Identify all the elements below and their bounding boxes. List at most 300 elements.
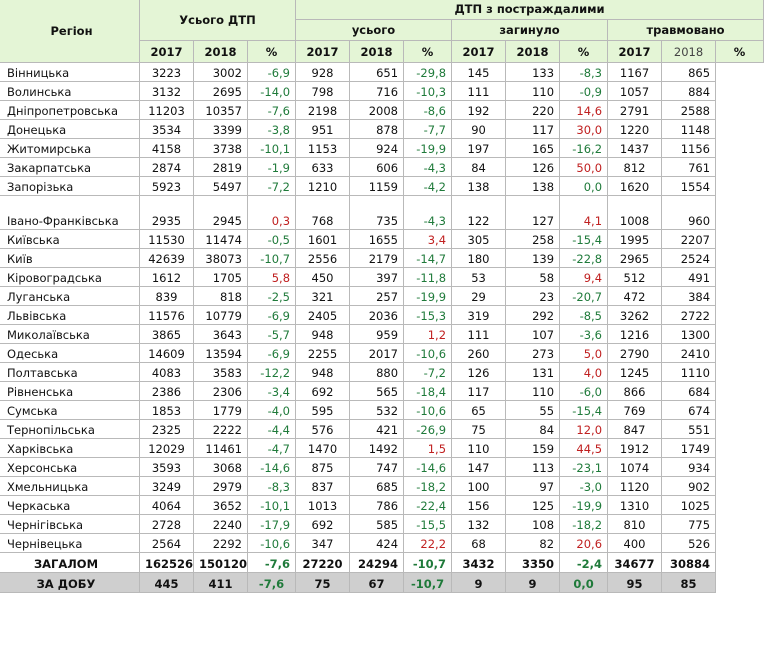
value-cell: 551 (662, 420, 716, 439)
value-cell: 273 (506, 344, 560, 363)
value-cell: 1156 (662, 139, 716, 158)
value-cell: 798 (296, 82, 350, 101)
table-row (0, 363, 764, 382)
table-row (0, 534, 764, 553)
percent-change-cell: -3,6 (560, 325, 608, 344)
value-cell: 951 (296, 120, 350, 139)
value-cell: 3432 (452, 553, 506, 573)
region-name: Рівненська (0, 382, 140, 401)
percent-change-cell: -7,6 (248, 573, 296, 593)
value-cell: 651 (350, 63, 404, 82)
subheader-total: усього (296, 20, 452, 41)
value-cell: 2935 (140, 196, 194, 230)
value-cell: 674 (662, 401, 716, 420)
value-cell: 65 (452, 401, 506, 420)
table-row (0, 177, 764, 196)
percent-change-cell: -10,7 (404, 573, 452, 593)
percent-change-cell: -14,0 (248, 82, 296, 101)
percent-header: % (560, 41, 608, 63)
percent-change-cell: -7,7 (404, 120, 452, 139)
value-cell: 2036 (350, 306, 404, 325)
value-cell: 1013 (296, 496, 350, 515)
table-row (0, 120, 764, 139)
value-cell: 180 (452, 249, 506, 268)
percent-change-cell: -0,9 (560, 82, 608, 101)
value-cell: 27220 (296, 553, 350, 573)
table-row (0, 382, 764, 401)
value-cell: 633 (296, 158, 350, 177)
value-cell: 2386 (140, 382, 194, 401)
value-cell: 347 (296, 534, 350, 553)
percent-change-cell: -14,7 (404, 249, 452, 268)
percent-change-cell: 44,5 (560, 439, 608, 458)
value-cell: 1210 (296, 177, 350, 196)
region-name: ЗАГАЛОМ (0, 553, 140, 573)
value-cell: 23 (506, 287, 560, 306)
region-name: Київ (0, 249, 140, 268)
percent-change-cell: -20,7 (560, 287, 608, 306)
table-row (0, 344, 764, 363)
value-cell: 10779 (194, 306, 248, 325)
value-cell: 108 (506, 515, 560, 534)
value-cell: 884 (662, 82, 716, 101)
percent-change-cell: -15,3 (404, 306, 452, 325)
value-cell: 2874 (140, 158, 194, 177)
value-cell: 3865 (140, 325, 194, 344)
value-cell: 3350 (506, 553, 560, 573)
value-cell: 775 (662, 515, 716, 534)
table-row (0, 439, 764, 458)
value-cell: 2722 (662, 306, 716, 325)
percent-change-cell: -2,5 (248, 287, 296, 306)
table-row (0, 158, 764, 177)
value-cell: 305 (452, 230, 506, 249)
value-cell: 58 (506, 268, 560, 287)
value-cell: 1310 (608, 496, 662, 515)
region-name: Чернівецька (0, 534, 140, 553)
value-cell: 948 (296, 325, 350, 344)
percent-change-cell: -10,7 (248, 249, 296, 268)
value-cell: 512 (608, 268, 662, 287)
value-cell: 2410 (662, 344, 716, 363)
region-name: Кіровоградська (0, 268, 140, 287)
percent-change-cell: -12,2 (248, 363, 296, 382)
value-cell: 2306 (194, 382, 248, 401)
percent-change-cell: 1,5 (404, 439, 452, 458)
value-cell: 1437 (608, 139, 662, 158)
value-cell: 934 (662, 458, 716, 477)
percent-change-cell: -10,7 (404, 553, 452, 573)
value-cell: 53 (452, 268, 506, 287)
percent-change-cell: -3,4 (248, 382, 296, 401)
percent-change-cell: 20,6 (560, 534, 608, 553)
value-cell: 450 (296, 268, 350, 287)
value-cell: 9 (452, 573, 506, 593)
percent-change-cell: -23,1 (560, 458, 608, 477)
percent-change-cell: -8,6 (404, 101, 452, 120)
percent-change-cell: 5,8 (248, 268, 296, 287)
value-cell: 1995 (608, 230, 662, 249)
value-cell: 192 (452, 101, 506, 120)
total-row (0, 553, 764, 573)
value-cell: 472 (608, 287, 662, 306)
region-name: Херсонська (0, 458, 140, 477)
value-cell: 162526 (140, 553, 194, 573)
value-cell: 75 (296, 573, 350, 593)
percent-change-cell: -10,3 (404, 82, 452, 101)
percent-change-cell: -6,9 (248, 344, 296, 363)
value-cell: 878 (350, 120, 404, 139)
region-name: Харківська (0, 439, 140, 458)
percent-header: % (404, 41, 452, 63)
year-header: 2017 (296, 41, 350, 63)
year-header: 2018 (506, 41, 560, 63)
value-cell: 3399 (194, 120, 248, 139)
value-cell: 1159 (350, 177, 404, 196)
value-cell: 133 (506, 63, 560, 82)
value-cell: 2179 (350, 249, 404, 268)
value-cell: 5497 (194, 177, 248, 196)
value-cell: 865 (662, 63, 716, 82)
percent-change-cell: 0,0 (560, 573, 608, 593)
table-row (0, 458, 764, 477)
value-cell: 3068 (194, 458, 248, 477)
value-cell: 2965 (608, 249, 662, 268)
value-cell: 2556 (296, 249, 350, 268)
percent-change-cell: -6,9 (248, 306, 296, 325)
value-cell: 55 (506, 401, 560, 420)
percent-change-cell: 30,0 (560, 120, 608, 139)
value-cell: 257 (350, 287, 404, 306)
year-header: 2018 (350, 41, 404, 63)
percent-change-cell: -8,5 (560, 306, 608, 325)
value-cell: 14609 (140, 344, 194, 363)
value-cell: 3002 (194, 63, 248, 82)
value-cell: 866 (608, 382, 662, 401)
region-name: Івано-Франківська (0, 196, 140, 230)
value-cell: 526 (662, 534, 716, 553)
value-cell: 576 (296, 420, 350, 439)
value-cell: 110 (506, 382, 560, 401)
value-cell: 837 (296, 477, 350, 496)
percent-change-cell: -10,1 (248, 496, 296, 515)
value-cell: 117 (506, 120, 560, 139)
percent-change-cell: -15,4 (560, 230, 608, 249)
value-cell: 85 (662, 573, 716, 593)
value-cell: 197 (452, 139, 506, 158)
value-cell: 959 (350, 325, 404, 344)
value-cell: 606 (350, 158, 404, 177)
value-cell: 2222 (194, 420, 248, 439)
table-row (0, 287, 764, 306)
value-cell: 82 (506, 534, 560, 553)
percent-change-cell: -4,4 (248, 420, 296, 439)
percent-change-cell: -15,5 (404, 515, 452, 534)
value-cell: 68 (452, 534, 506, 553)
value-cell: 113 (506, 458, 560, 477)
value-cell: 2008 (350, 101, 404, 120)
injured-accidents-header: ДТП з постраждалими (296, 0, 764, 20)
percent-change-cell: -22,8 (560, 249, 608, 268)
value-cell: 100 (452, 477, 506, 496)
total-accidents-header: Усього ДТП (140, 0, 296, 41)
value-cell: 818 (194, 287, 248, 306)
percent-change-cell: -11,8 (404, 268, 452, 287)
region-name: Донецька (0, 120, 140, 139)
percent-change-cell: 50,0 (560, 158, 608, 177)
table-row (0, 230, 764, 249)
value-cell: 1008 (608, 196, 662, 230)
table-row (0, 477, 764, 496)
region-name: Чернігівська (0, 515, 140, 534)
region-name: Житомирська (0, 139, 140, 158)
table-row (0, 515, 764, 534)
value-cell: 2819 (194, 158, 248, 177)
value-cell: 692 (296, 382, 350, 401)
region-name: Закарпатська (0, 158, 140, 177)
percent-change-cell: -14,6 (404, 458, 452, 477)
value-cell: 769 (608, 401, 662, 420)
value-cell: 24294 (350, 553, 404, 573)
value-cell: 11203 (140, 101, 194, 120)
percent-change-cell: -14,6 (248, 458, 296, 477)
value-cell: 1245 (608, 363, 662, 382)
value-cell: 127 (506, 196, 560, 230)
value-cell: 110 (452, 439, 506, 458)
percent-change-cell: -10,6 (404, 401, 452, 420)
value-cell: 924 (350, 139, 404, 158)
value-cell: 411 (194, 573, 248, 593)
value-cell: 1220 (608, 120, 662, 139)
percent-change-cell: 3,4 (404, 230, 452, 249)
value-cell: 90 (452, 120, 506, 139)
value-cell: 3534 (140, 120, 194, 139)
value-cell: 111 (452, 82, 506, 101)
table-row (0, 306, 764, 325)
value-cell: 5923 (140, 177, 194, 196)
value-cell: 126 (452, 363, 506, 382)
year-header: 2018 (194, 41, 248, 63)
percent-change-cell: -18,2 (404, 477, 452, 496)
region-name: Сумська (0, 401, 140, 420)
value-cell: 839 (140, 287, 194, 306)
value-cell: 880 (350, 363, 404, 382)
value-cell: 122 (452, 196, 506, 230)
value-cell: 107 (506, 325, 560, 344)
value-cell: 10357 (194, 101, 248, 120)
value-cell: 384 (662, 287, 716, 306)
value-cell: 424 (350, 534, 404, 553)
value-cell: 565 (350, 382, 404, 401)
value-cell: 138 (506, 177, 560, 196)
percent-change-cell: -2,4 (560, 553, 608, 573)
value-cell: 147 (452, 458, 506, 477)
value-cell: 30884 (662, 553, 716, 573)
percent-change-cell: -1,9 (248, 158, 296, 177)
value-cell: 321 (296, 287, 350, 306)
value-cell: 165 (506, 139, 560, 158)
value-cell: 1025 (662, 496, 716, 515)
value-cell: 156 (452, 496, 506, 515)
table-row (0, 496, 764, 515)
value-cell: 948 (296, 363, 350, 382)
percent-change-cell: -3,0 (560, 477, 608, 496)
table-row (0, 101, 764, 120)
value-cell: 11576 (140, 306, 194, 325)
year-header: 2018 (662, 41, 716, 63)
value-cell: 2198 (296, 101, 350, 120)
value-cell: 220 (506, 101, 560, 120)
value-cell: 11474 (194, 230, 248, 249)
value-cell: 3643 (194, 325, 248, 344)
value-cell: 4083 (140, 363, 194, 382)
value-cell: 3262 (608, 306, 662, 325)
percent-change-cell: 9,4 (560, 268, 608, 287)
value-cell: 75 (452, 420, 506, 439)
percent-change-cell: -19,9 (560, 496, 608, 515)
region-name: Луганська (0, 287, 140, 306)
value-cell: 126 (506, 158, 560, 177)
value-cell: 684 (662, 382, 716, 401)
percent-change-cell: -17,9 (248, 515, 296, 534)
subheader-injured: травмовано (608, 20, 764, 41)
percent-change-cell: -4,3 (404, 158, 452, 177)
value-cell: 445 (140, 573, 194, 593)
value-cell: 585 (350, 515, 404, 534)
value-cell: 532 (350, 401, 404, 420)
value-cell: 812 (608, 158, 662, 177)
table-row (0, 401, 764, 420)
region-name: Волинська (0, 82, 140, 101)
value-cell: 747 (350, 458, 404, 477)
table-row (0, 249, 764, 268)
percent-change-cell: 5,0 (560, 344, 608, 363)
region-name: Львівська (0, 306, 140, 325)
percent-change-cell: -15,4 (560, 401, 608, 420)
value-cell: 97 (506, 477, 560, 496)
percent-change-cell: -19,9 (404, 139, 452, 158)
value-cell: 150120 (194, 553, 248, 573)
value-cell: 319 (452, 306, 506, 325)
percent-change-cell: -8,3 (248, 477, 296, 496)
percent-change-cell: -10,6 (248, 534, 296, 553)
value-cell: 38073 (194, 249, 248, 268)
value-cell: 928 (296, 63, 350, 82)
region-name: Черкаська (0, 496, 140, 515)
value-cell: 2979 (194, 477, 248, 496)
value-cell: 138 (452, 177, 506, 196)
value-cell: 258 (506, 230, 560, 249)
percent-change-cell: 0,3 (248, 196, 296, 230)
region-name: Вінницька (0, 63, 140, 82)
table-row (0, 325, 764, 344)
percent-header: % (716, 41, 764, 63)
value-cell: 260 (452, 344, 506, 363)
year-header: 2017 (608, 41, 662, 63)
value-cell: 110 (506, 82, 560, 101)
value-cell: 2791 (608, 101, 662, 120)
value-cell: 595 (296, 401, 350, 420)
percent-change-cell: -29,8 (404, 63, 452, 82)
value-cell: 1912 (608, 439, 662, 458)
percent-change-cell: 0,0 (560, 177, 608, 196)
percent-change-cell: 12,0 (560, 420, 608, 439)
table-row (0, 82, 764, 101)
value-cell: 400 (608, 534, 662, 553)
value-cell: 117 (452, 382, 506, 401)
value-cell: 2325 (140, 420, 194, 439)
percent-change-cell: 1,2 (404, 325, 452, 344)
value-cell: 4158 (140, 139, 194, 158)
region-name: ЗА ДОБУ (0, 573, 140, 593)
value-cell: 111 (452, 325, 506, 344)
percent-change-cell: 4,1 (560, 196, 608, 230)
percent-change-cell: -26,9 (404, 420, 452, 439)
table-row (0, 420, 764, 439)
value-cell: 1120 (608, 477, 662, 496)
value-cell: 2588 (662, 101, 716, 120)
value-cell: 29 (452, 287, 506, 306)
percent-change-cell: -5,7 (248, 325, 296, 344)
table-row (0, 268, 764, 287)
region-name: Дніпропетровська (0, 101, 140, 120)
value-cell: 3223 (140, 63, 194, 82)
value-cell: 292 (506, 306, 560, 325)
region-name: Запорізька (0, 177, 140, 196)
value-cell: 1492 (350, 439, 404, 458)
value-cell: 67 (350, 573, 404, 593)
value-cell: 786 (350, 496, 404, 515)
percent-change-cell: -4,3 (404, 196, 452, 230)
percent-change-cell: -22,4 (404, 496, 452, 515)
value-cell: 1153 (296, 139, 350, 158)
value-cell: 761 (662, 158, 716, 177)
per-day-row (0, 573, 764, 593)
value-cell: 421 (350, 420, 404, 439)
value-cell: 2945 (194, 196, 248, 230)
value-cell: 159 (506, 439, 560, 458)
value-cell: 397 (350, 268, 404, 287)
percent-change-cell: -0,5 (248, 230, 296, 249)
value-cell: 4064 (140, 496, 194, 515)
value-cell: 95 (608, 573, 662, 593)
year-header: 2017 (140, 41, 194, 63)
value-cell: 84 (506, 420, 560, 439)
region-name: Хмельницька (0, 477, 140, 496)
value-cell: 491 (662, 268, 716, 287)
value-cell: 3583 (194, 363, 248, 382)
value-cell: 847 (608, 420, 662, 439)
value-cell: 2695 (194, 82, 248, 101)
value-cell: 902 (662, 477, 716, 496)
value-cell: 3652 (194, 496, 248, 515)
value-cell: 11461 (194, 439, 248, 458)
value-cell: 1216 (608, 325, 662, 344)
value-cell: 2790 (608, 344, 662, 363)
percent-change-cell: 14,6 (560, 101, 608, 120)
percent-change-cell: -7,6 (248, 101, 296, 120)
value-cell: 1057 (608, 82, 662, 101)
region-name: Полтавська (0, 363, 140, 382)
region-column-header: Регіон (0, 0, 140, 63)
value-cell: 875 (296, 458, 350, 477)
value-cell: 131 (506, 363, 560, 382)
value-cell: 1554 (662, 177, 716, 196)
percent-change-cell: -7,2 (404, 363, 452, 382)
value-cell: 685 (350, 477, 404, 496)
value-cell: 13594 (194, 344, 248, 363)
percent-change-cell: 22,2 (404, 534, 452, 553)
